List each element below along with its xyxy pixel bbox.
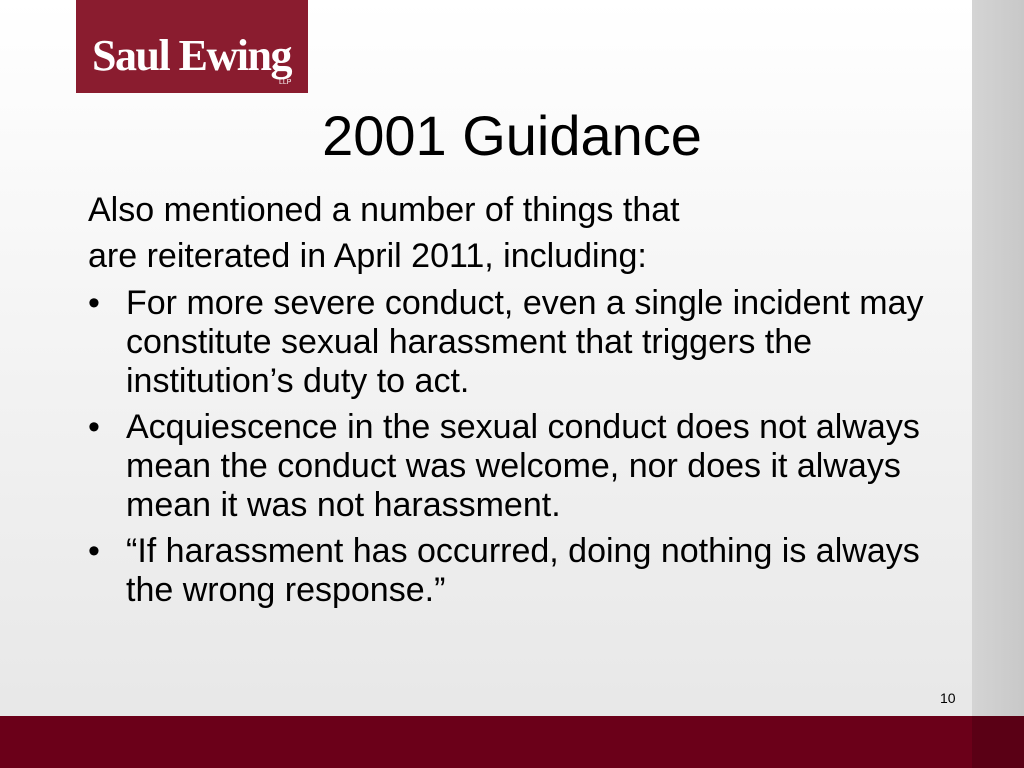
bullet-text: Acquiescence in the sexual conduct does not always mean the conduct was welcome, nor does it always mean it was not harassment. <box>126 408 920 524</box>
saul-ewing-logo <box>76 0 308 93</box>
bullet-text: “If harassment has occurred, doing nothing is always the wrong response.” <box>126 532 920 609</box>
bullet-item <box>88 284 948 401</box>
logo-llp-suffix: LLP <box>279 79 292 86</box>
bullet-point-icon: • <box>88 532 100 570</box>
footer-bar-edge <box>972 716 1024 768</box>
bullet-list <box>88 284 948 617</box>
footer-bar <box>0 716 1024 768</box>
page-number: 10 <box>940 690 956 706</box>
bullet-text: For more severe conduct, even a single incident may constitute sexual harassment that triggers the institution’s duty to act. <box>126 284 924 400</box>
bullet-item <box>88 532 948 610</box>
slide-title: 2001 Guidance <box>322 104 702 167</box>
bullet-point-icon: • <box>88 408 100 446</box>
intro-line-2: are reiterated in April 2011, including: <box>88 237 647 275</box>
intro-line-1: Also mentioned a number of things that <box>88 191 680 229</box>
bullet-point-icon: • <box>88 284 100 322</box>
bullet-item <box>88 408 948 525</box>
logo-wordmark: Saul Ewing <box>92 31 291 80</box>
